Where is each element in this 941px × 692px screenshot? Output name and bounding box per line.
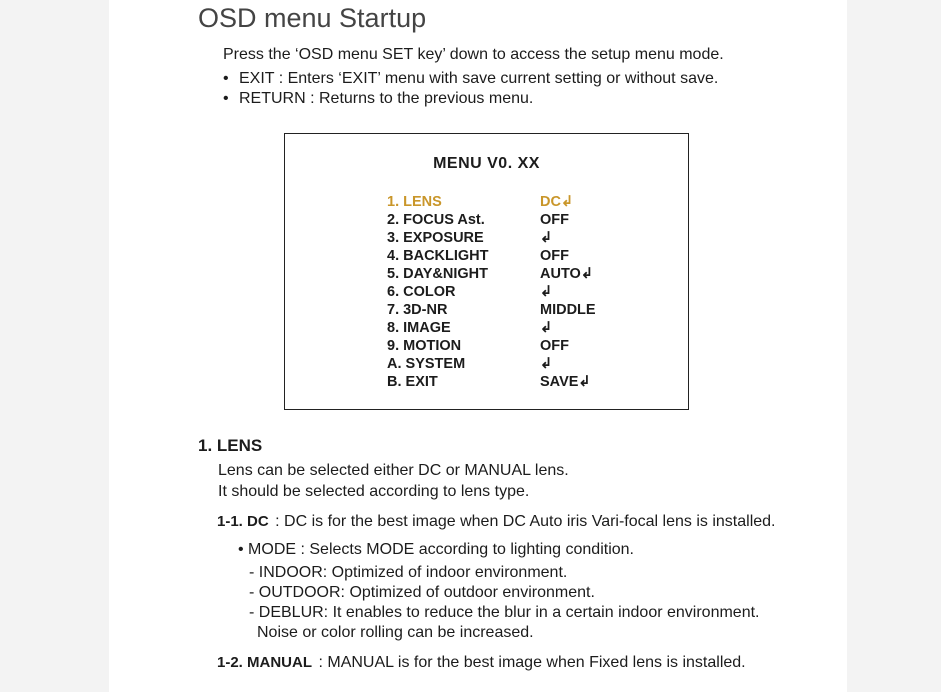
menu-item-label: A. SYSTEM xyxy=(387,356,466,372)
manual-text: : MANUAL is for the best image when Fixed lens is installed. xyxy=(318,654,746,671)
menu-item-value: AUTO↲ xyxy=(540,266,593,282)
menu-item-label: 6. COLOR xyxy=(387,284,456,300)
menu-item-value: DC↲ xyxy=(540,194,574,210)
osd-menu-screen xyxy=(284,133,689,410)
bullet-mark: • xyxy=(223,70,229,87)
menu-item-label: 7. 3D-NR xyxy=(387,302,448,318)
intro-text: Press the ‘OSD menu SET key’ down to access the setup menu mode. xyxy=(223,46,724,63)
menu-item-backlight xyxy=(387,248,687,266)
bullet-exit xyxy=(223,70,718,88)
menu-item-value: ↲ xyxy=(540,230,553,246)
dc-deblur: - DEBLUR: It enables to reduce the blur in a certain indoor environment. xyxy=(249,604,760,621)
menu-item-value: MIDDLE xyxy=(540,302,596,318)
menu-item-value: ↲ xyxy=(540,320,553,336)
dc-text: : DC is for the best image when DC Auto iris Vari-focal lens is installed. xyxy=(275,513,776,530)
dc-mode: • MODE : Selects MODE according to lighting condition. xyxy=(238,541,634,558)
menu-item-system xyxy=(387,356,687,374)
lens-heading: 1. LENS xyxy=(198,436,263,455)
menu-item-exposure xyxy=(387,230,687,248)
menu-item-label: 8. IMAGE xyxy=(387,320,451,336)
menu-item-exit xyxy=(387,374,687,392)
menu-item-value: ↲ xyxy=(540,284,553,300)
menu-item-label: B. EXIT xyxy=(387,374,438,390)
menu-item-label: 2. FOCUS Ast. xyxy=(387,212,485,228)
menu-item-3dnr xyxy=(387,302,687,320)
page-title: OSD menu Startup xyxy=(198,3,427,33)
lens-desc-2: It should be selected according to lens type. xyxy=(218,483,530,500)
dc-deblur-note: Noise or color rolling can be increased. xyxy=(257,624,534,641)
menu-item-value: OFF xyxy=(540,338,569,354)
menu-item-value: ↲ xyxy=(540,356,553,372)
menu-item-label: 3. EXPOSURE xyxy=(387,230,484,246)
dc-outdoor: - OUTDOOR: Optimized of outdoor environment. xyxy=(249,584,595,601)
menu-item-label: 5. DAY&NIGHT xyxy=(387,266,488,282)
menu-item-focus xyxy=(387,212,687,230)
osd-menu-title: MENU V0. XX xyxy=(433,155,540,172)
menu-item-daynight xyxy=(387,266,687,284)
menu-item-value: SAVE↲ xyxy=(540,374,591,390)
menu-item-color xyxy=(387,284,687,302)
lens-desc-1: Lens can be selected either DC or MANUAL lens. xyxy=(218,462,569,479)
menu-item-lens xyxy=(387,194,687,212)
manual-section xyxy=(217,654,746,672)
bullet-exit-text: EXIT : Enters ‘EXIT’ menu with save current setting or without save. xyxy=(239,70,719,87)
dc-heading: 1-1. DC xyxy=(217,513,269,530)
menu-item-value: OFF xyxy=(540,212,569,228)
menu-item-label: 9. MOTION xyxy=(387,338,462,354)
menu-item-label: 4. BACKLIGHT xyxy=(387,248,489,264)
dc-indoor: - INDOOR: Optimized of indoor environment. xyxy=(249,564,568,581)
menu-item-label: 1. LENS xyxy=(387,194,442,210)
bullet-return-text: RETURN : Returns to the previous menu. xyxy=(239,90,534,107)
menu-item-motion xyxy=(387,338,687,356)
menu-item-image xyxy=(387,320,687,338)
bullet-return xyxy=(223,90,533,108)
manual-heading: 1-2. MANUAL xyxy=(217,654,313,671)
menu-item-value: OFF xyxy=(540,248,569,264)
dc-section xyxy=(217,513,776,531)
bullet-mark: • xyxy=(223,90,229,107)
manual-page xyxy=(109,0,847,692)
